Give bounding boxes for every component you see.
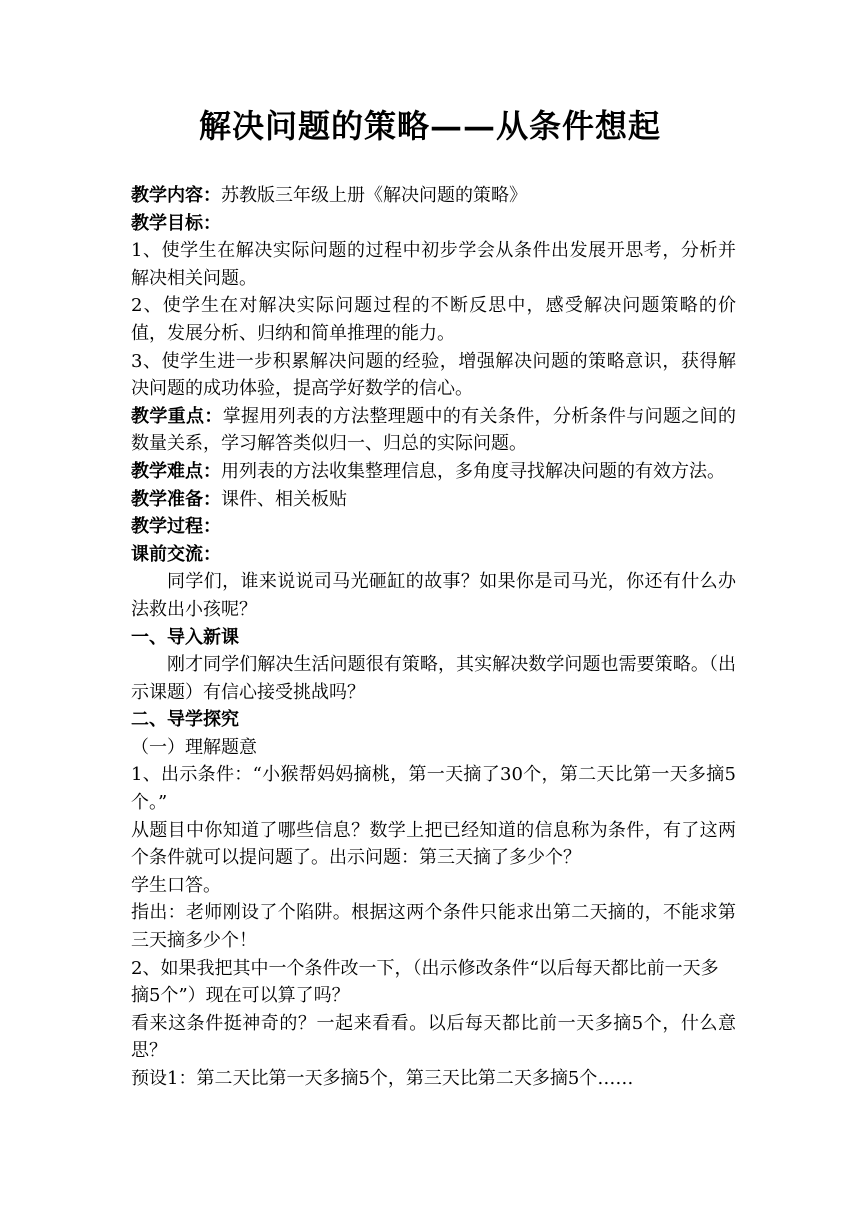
difficulty-label: 教学难点：: [131, 460, 221, 482]
preparation-text: 课件、相关板贴: [221, 488, 347, 510]
key-points-label: 教学重点：: [131, 405, 223, 427]
difficulty-paragraph: [131, 458, 736, 486]
goal-1: 1、使学生在解决实际问题的过程中初步学会从条件出发展开思考，分析并解决相关问题。: [131, 240, 736, 289]
goal-2: 2、使学生在对解决实际问题过程的不断反思中，感受解决问题策略的价值，发展分析、归纳和简单推理的能力。: [131, 295, 736, 344]
teaching-content-label: 教学内容：: [131, 185, 221, 206]
item-2-line-1: 2、如果我把其中一个条件改一下，（出示修改条件“以后每天都比前一天多: [131, 957, 719, 979]
difficulty-text: 用列表的方法收集整理信息，多角度寻找解决问题的有效方法。: [221, 460, 725, 482]
goal-3: 3、使学生进一步积累解决问题的经验，增强解决问题的策略意识，获得解决问题的成功体验，提高学好数学的信心。: [131, 350, 736, 400]
document-title: 解决问题的策略——从条件想起: [198, 107, 661, 145]
student-answer: 学生口答。: [131, 874, 221, 896]
preparation-paragraph: [131, 486, 736, 514]
section-2-heading: 二、导学探究: [131, 709, 239, 731]
key-points-paragraph: [131, 403, 736, 458]
document-body: [131, 182, 736, 1093]
teaching-content-text: 苏教版三年级上册《解决问题的策略》: [221, 185, 527, 206]
section-1-text: 刚才同学们解决生活问题很有策略，其实解决数学问题也需要策略。（出示课题）有信心接受挑战吗？: [131, 654, 736, 703]
teaching-goals-label: 教学目标：: [131, 212, 221, 234]
item-2-followup: 看来这条件挺神奇的？一起来看看。以后每天都比前一天多摘5个，什么意思？: [131, 1012, 736, 1062]
item-1-followup: 从题目中你知道了哪些信息？数学上把已经知道的信息称为条件，有了这两个条件就可以提问题了。出示问题：第三天摘了多少个？: [131, 819, 736, 869]
teacher-point: 指出：老师刚设了个陷阱。根据这两个条件只能求出第二天摘的，不能求第三天摘多少个！: [131, 902, 736, 952]
teaching-process-label: 教学过程：: [131, 516, 221, 538]
teaching-content-paragraph: [131, 182, 736, 210]
warmup-label: 课前交流：: [131, 543, 221, 565]
item-1: 1、出示条件：“小猴帮妈妈摘桃，第一天摘了30个，第二天比第一天多摘5个。”: [131, 764, 736, 814]
subsection-1-heading: （一）理解题意: [131, 736, 257, 758]
section-1-heading: 一、导入新课: [131, 626, 239, 648]
preset-1: 预设1：第二天比第一天多摘5个，第三天比第二天多摘5个……: [131, 1068, 634, 1089]
key-points-text: 掌握用列表的方法整理题中的有关条件，分析条件与问题之间的数量关系，学习解答类似归一、归总的实际问题。: [131, 405, 736, 455]
preparation-label: 教学准备：: [131, 488, 221, 510]
warmup-text: 同学们，谁来说说司马光砸缸的故事？如果你是司马光，你还有什么办法救出小孩呢？: [131, 571, 736, 620]
item-2-line-2: 摘5个”）现在可以算了吗？: [131, 985, 350, 1007]
